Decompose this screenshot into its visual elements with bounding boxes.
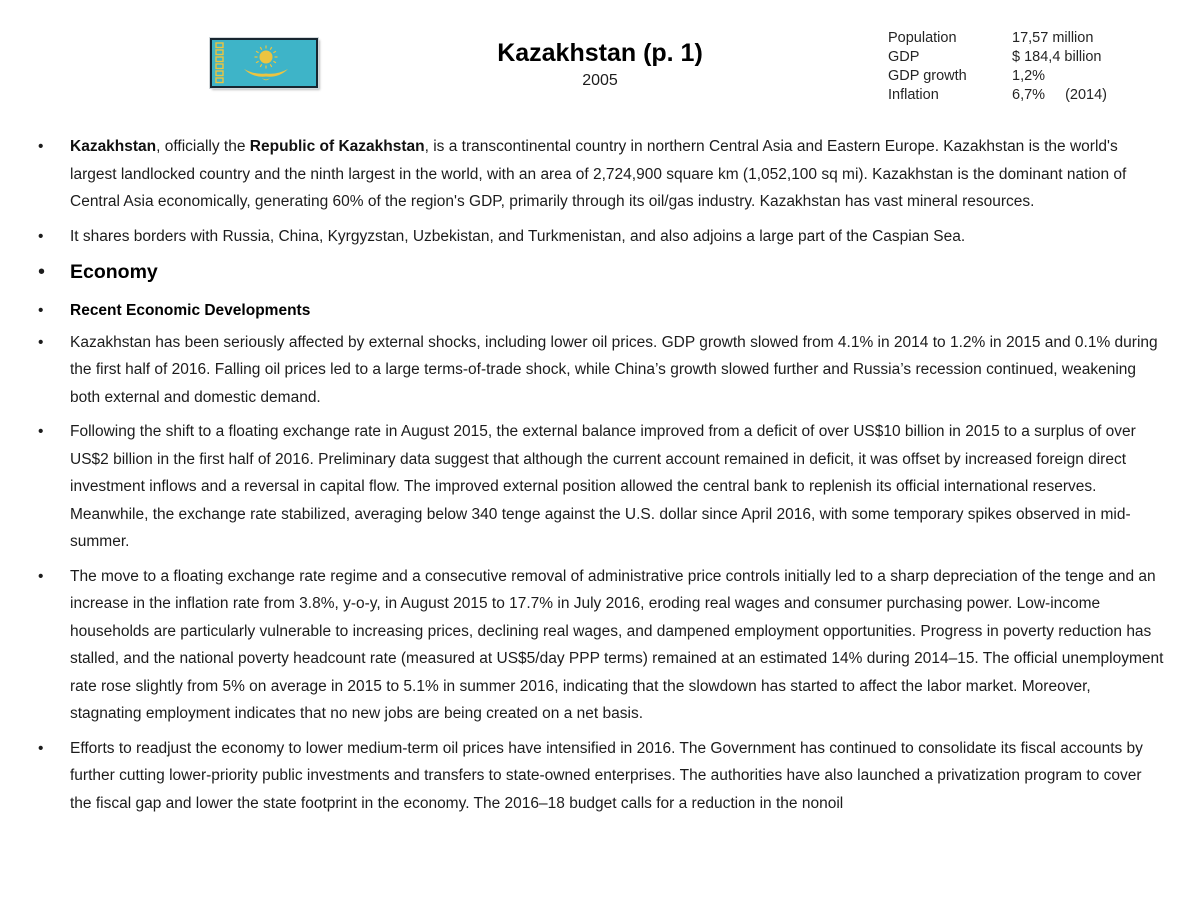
paragraph-text: Kazakhstan has been seriously affected by external shocks, including lower oil prices. GDP growth slowed from 4.1% in 2014 to 1.2% in 2015 and 0.1% during the first half of 2016. Falling oil prices led to a large terms-of-trade shock, while China’s growth slowed further and Russia’s recession continued, weakening both external and domestic demand. — [70, 333, 1158, 406]
bullet-marker: • — [38, 302, 44, 319]
stat-label: GDP growth — [888, 68, 967, 84]
bullet-marker: • — [38, 227, 44, 245]
stat-value: 1,2% — [1012, 68, 1046, 84]
stat-value: 6,7% (2014) — [1012, 87, 1107, 103]
paragraph-text: Efforts to readjust the economy to lower medium-term oil prices have intensified in 2016. The Government has continued to consolidate its fiscal accounts by further cutting lower-priority public investments and transfers to state-owned enterprises. The authorities have also launched a privatization program to cover the fiscal gap and lower the state footprint in the economy. The 2016–18 budget calls for a reduction in the nonoil — [70, 739, 1143, 812]
paragraph-text: Following the shift to a floating exchange rate in August 2015, the external balance improved from a deficit of over US$10 billion in 2015 to a surplus of over US$2 billion in the first half of 2016. Preliminary data suggest that although the current account remained in deficit, it was offset by increased foreign direct investment inflows and a reversal in capital flow. The improved external position allowed the central bank to replenish its official international reserves. Meanwhile, the exchange rate stabilized, averaging below 340 tenge against the U.S. dollar since April 2016, with some temporary spikes observed in mid-summer. — [70, 423, 1136, 550]
bullet-marker: • — [38, 138, 44, 155]
header-title-block — [340, 38, 860, 92]
list-item-fiscal — [38, 735, 1166, 818]
document-body — [38, 133, 1166, 824]
bullet-marker: • — [38, 423, 44, 440]
list-item-intro — [38, 133, 1166, 216]
country-stats-table — [888, 29, 1122, 105]
stat-label: Inflation — [888, 87, 939, 103]
stat-label: GDP — [888, 49, 920, 65]
stat-value: $ 184,4 billion — [1012, 49, 1102, 65]
heading-text: Economy — [70, 261, 158, 283]
section-heading-economy — [38, 257, 1166, 287]
flag-sun — [260, 51, 273, 64]
list-item-exchange-rate — [38, 418, 1166, 556]
bullet-marker: • — [38, 567, 44, 585]
list-item-inflation-poverty — [38, 563, 1166, 728]
bullet-marker: • — [38, 333, 44, 351]
page-title: Kazakhstan (p. 1) — [497, 39, 703, 67]
paragraph-text: Kazakhstan, officially the Republic of Kazakhstan, is a transcontinental country in northern Central Asia and Eastern Europe. Kazakhstan is the world's largest landlocked country and the ninth largest in the world, with an area of 2,724,900 square km (1,052,100 sq mi). Kazakhstan is the dominant nation of Central Asia economically, generating 60% of the region's GDP, primarily through its oil/gas industry. Kazakhstan has vast mineral resources. — [70, 138, 1127, 210]
paragraph-text: It shares borders with Russia, China, Kyrgyzstan, Uzbekistan, and Turkmenistan, and also adjoins a large part of the Caspian Sea. — [70, 227, 966, 245]
bold-term: Kazakhstan — [70, 138, 157, 155]
list-item-borders — [38, 223, 1166, 251]
kazakhstan-flag-image — [212, 40, 316, 86]
paragraph-text: The move to a floating exchange rate regime and a consecutive removal of administrative price controls initially led to a sharp depreciation of the tenge and an increase in the inflation rate from 3.8%, y-o-y, in August 2015 to 17.7% in July 2016, eroding real wages and consumer purchasing power. Low-income households are particularly vulnerable to increasing prices, declining real wages, and dampened employment opportunities. Progress in poverty reduction has stalled, and the national poverty headcount rate (measured at US$5/day PPP terms) remained at an estimated 14% during 2014–15. The official unemployment rate rose slightly from 5% on average in 2015 to 5.1% in summer 2016, indicating that the slowdown has started to affect the labor market. Moreover, stagnating employment indicates that no new jobs are being created on a net basis. — [70, 567, 1164, 722]
bullet-marker: • — [38, 261, 46, 283]
list-item-external-shocks — [38, 329, 1166, 412]
subheading-recent-developments — [38, 297, 1166, 325]
stat-value: 17,57 million — [1012, 30, 1094, 46]
subheading-text: Recent Economic Developments — [70, 302, 311, 319]
bullet-marker: • — [38, 739, 44, 757]
stat-label: Population — [888, 30, 957, 46]
page-subtitle: 2005 — [582, 72, 618, 89]
bold-term: Republic of Kazakhstan — [249, 138, 425, 155]
kazakhstan-flag — [210, 38, 318, 88]
